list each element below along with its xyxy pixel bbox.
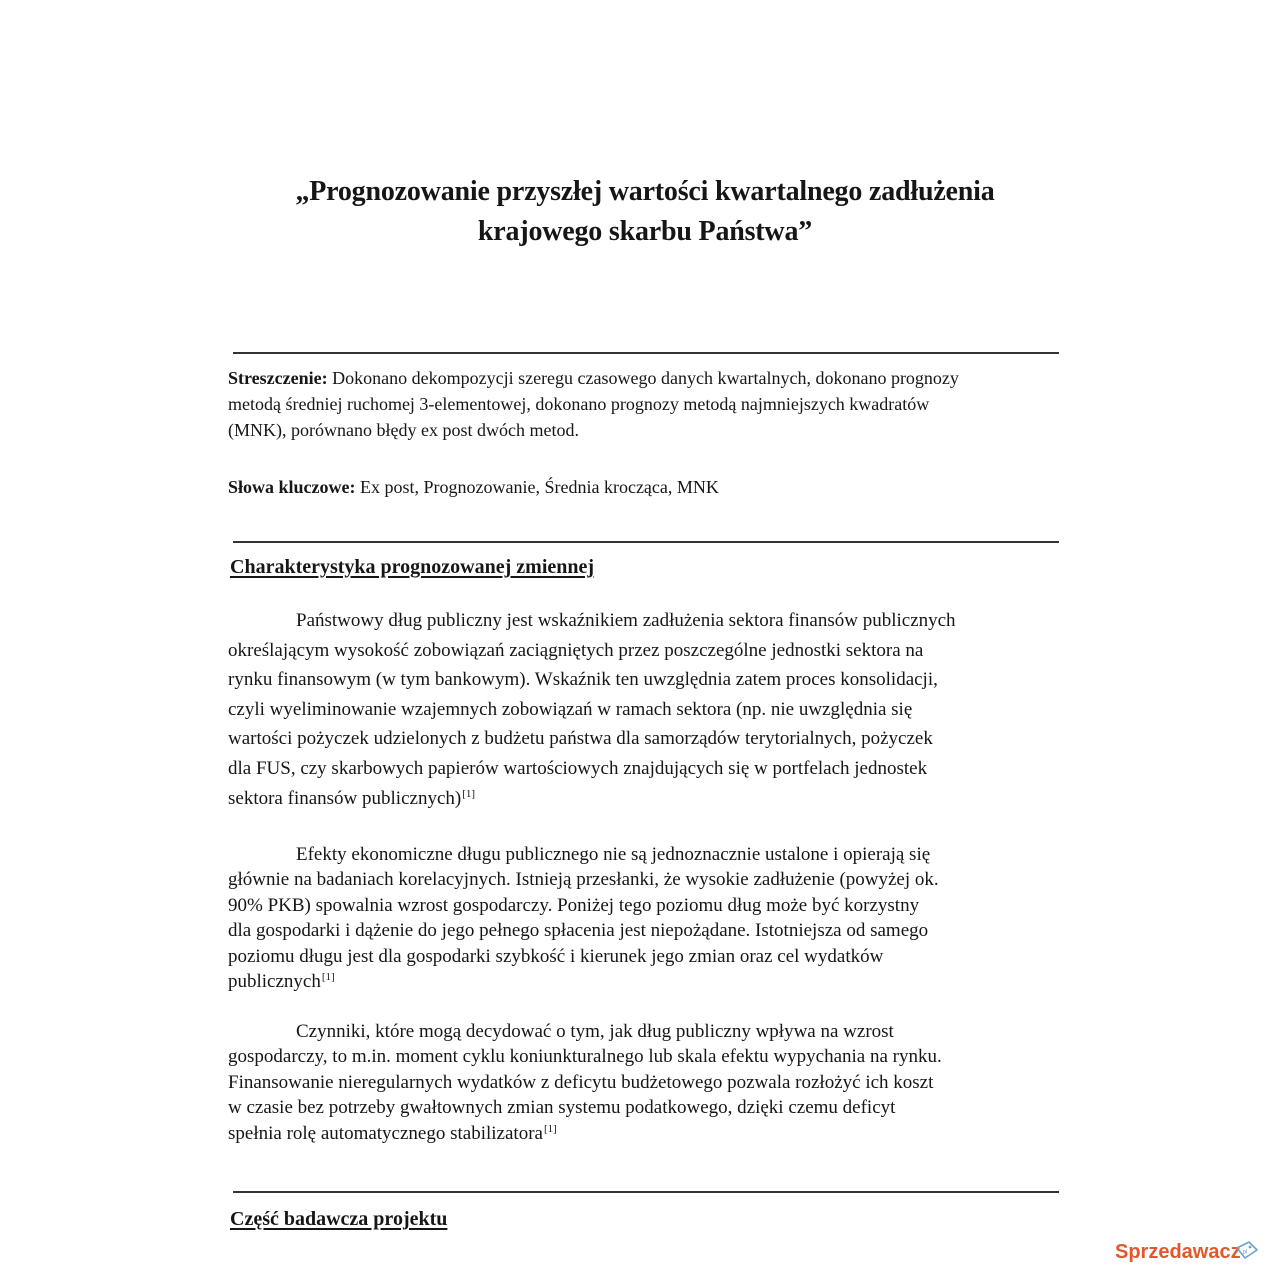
paragraph-1-line: sektora finansów publicznych) xyxy=(228,787,462,809)
document-title xyxy=(240,172,1050,252)
sprzedawacz-watermark xyxy=(1108,1234,1268,1268)
paragraph-2-line: poziomu długu jest dla gospodarki szybkość i kierunek jego zmian oraz cel wydatków xyxy=(228,945,884,967)
abstract xyxy=(228,365,1058,443)
divider-top xyxy=(233,352,1059,354)
divider-middle xyxy=(233,541,1059,543)
paragraph-1-line: Państwowy dług publiczny jest wskaźnikiem zadłużenia sektora finansów publicznych xyxy=(296,610,956,631)
paragraph-3-line: w czasie bez potrzeby gwałtownych zmian systemu podatkowego, dzięki czemu deficyt xyxy=(228,1097,896,1119)
paragraph-1-last-line xyxy=(228,784,1068,814)
paragraph-3 xyxy=(228,1019,1068,1146)
paragraph-1-line: wartości pożyczek udzielonych z budżetu państwa dla samorządów terytorialnych, pożyczek xyxy=(228,728,933,750)
keywords xyxy=(228,474,1058,500)
paragraph-3-line: gospodarczy, to m.in. moment cyklu koniunkturalnego lub skala efektu wypychania na rynku. xyxy=(228,1046,942,1068)
paragraph-2-line: publicznych xyxy=(228,971,321,993)
paragraph-1-line: czyli wyeliminowanie wzajemnych zobowiązań w ramach sektora (np. nie uwzględnia się xyxy=(228,698,913,720)
paragraph-1-line: rynku finansowym (w tym bankowym). Wskaźnik ten uwzględnia zatem proces konsolidacji, xyxy=(228,669,938,691)
paragraph-3-last-line xyxy=(228,1121,1068,1146)
keywords-value: Ex post, Prognozowanie, Średnia krocząca, MNK xyxy=(360,477,719,497)
paragraph-2-line: Efekty ekonomiczne długu publicznego nie są jednoznacznie ustalone i opierają się xyxy=(296,844,931,865)
paragraph-2-line: dla gospodarki i dążenie do jego pełnego spłacenia jest niepożądane. Istotniejsza od samego xyxy=(228,920,929,942)
paragraph-1 xyxy=(228,606,1068,813)
paragraph-1-line: dla FUS, czy skarbowych papierów wartościowych znajdujących się w portfelach jednostek xyxy=(228,757,928,779)
keywords-label: Słowa kluczowe: xyxy=(228,477,356,497)
footnote-ref[interactable]: [1] xyxy=(543,1122,557,1135)
paragraph-3-line: spełnia rolę automatycznego stabilizatora xyxy=(228,1122,543,1144)
paragraph-1-line: określającym wysokość zobowiązań zaciągniętych przez poszczególne jednostki sektora na xyxy=(228,639,924,661)
paragraph-2 xyxy=(228,842,1068,994)
abstract-line-2: metodą średniej ruchomej 3-elementowej, dokonano prognozy metodą najmniejszych kwadratów xyxy=(228,394,930,414)
watermark-text: Sprzedawacz xyxy=(1115,1241,1241,1263)
footnote-ref[interactable]: [1] xyxy=(462,787,476,800)
paragraph-3-line: Finansowanie nieregularnych wydatków z deficytu budżetowego pozwala rozłożyć ich koszt xyxy=(228,1071,934,1093)
sprzedawacz-logo-icon xyxy=(1113,1236,1263,1266)
abstract-line-3: (MNK), porównano błędy ex post dwóch metod. xyxy=(228,420,579,440)
paragraph-2-last-line xyxy=(228,969,1068,994)
abstract-line-1 xyxy=(228,365,1058,391)
paragraph-2-line: 90% PKB) spowalnia wzrost gospodarczy. Poniżej tego poziomu dług może być korzystny xyxy=(228,894,920,916)
watermark-suffix: .pl xyxy=(1241,1249,1248,1256)
footnote-ref[interactable]: [1] xyxy=(321,971,335,984)
paragraph-3-line: Czynniki, które mogą decydować o tym, jak dług publiczny wpływa na wzrost xyxy=(296,1021,894,1042)
divider-bottom xyxy=(233,1191,1059,1193)
title-line-2: krajowego skarbu Państwa” xyxy=(477,216,813,247)
section-heading-characteristics: Charakterystyka prognozowanej zmiennej xyxy=(230,556,595,578)
section-heading-research: Część badawcza projektu xyxy=(230,1208,448,1230)
title-line-1: „Prognozowanie przyszłej wartości kwartalnego zadłużenia xyxy=(295,176,995,207)
abstract-label: Streszczenie: xyxy=(228,368,328,388)
abstract-text-1: Dokonano dekompozycji szeregu czasowego danych kwartalnych, dokonano prognozy xyxy=(332,368,959,388)
paragraph-2-line: głównie na badaniach korelacyjnych. Istnieją przesłanki, że wysokie zadłużenie (powyżej ok. xyxy=(228,869,939,891)
